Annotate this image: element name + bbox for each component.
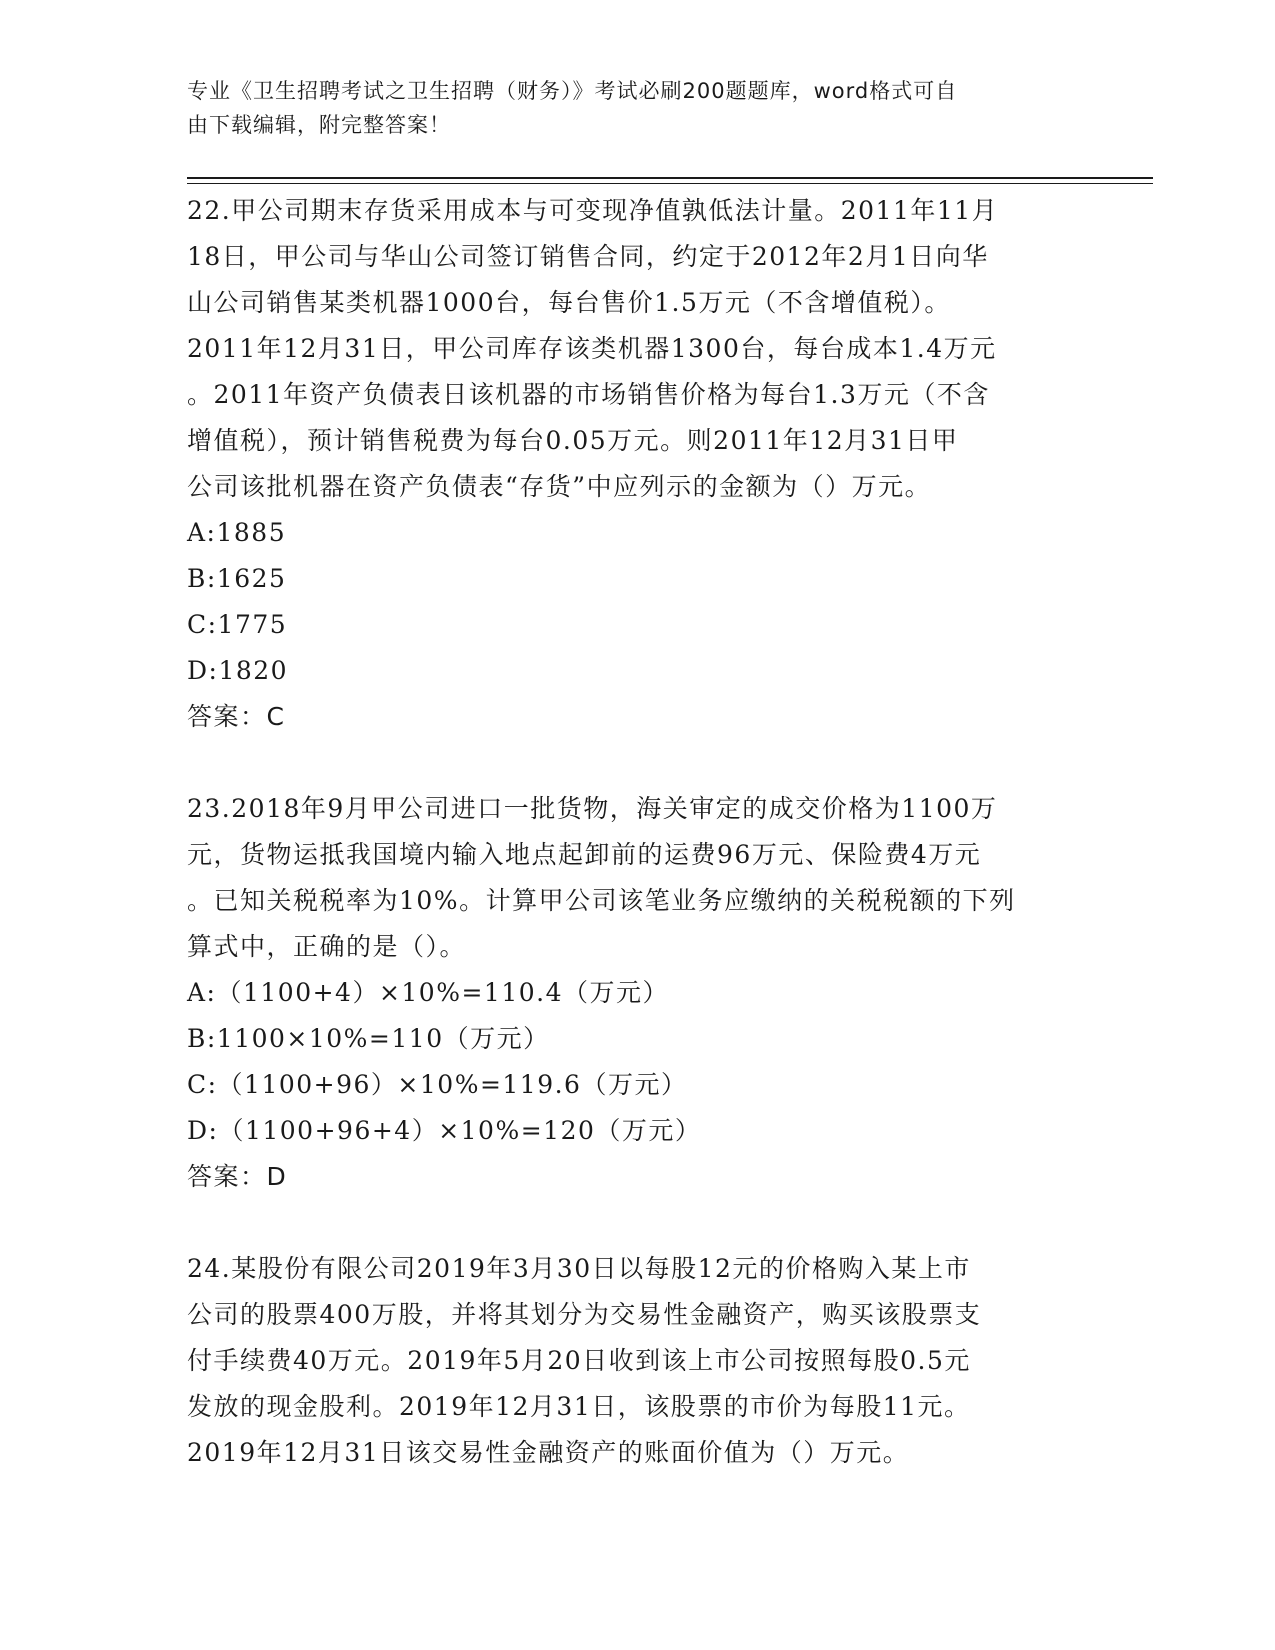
option-a: A:1885 xyxy=(187,518,287,547)
question-line: 2019年12月31日该交易性金融资产的账面价值为（）万元。 xyxy=(187,1438,910,1467)
question-text xyxy=(187,188,1087,510)
question-text xyxy=(187,1246,1087,1476)
question-line: 。2011年资产负债表日该机器的市场销售价格为每台1.3万元（不含 xyxy=(187,380,990,409)
question-line: 2011年12月31日，甲公司库存该类机器1300台，每台成本1.4万元 xyxy=(187,334,997,363)
option-list xyxy=(187,510,1087,694)
question-line: 23.2018年9月甲公司进口一批货物，海关审定的成交价格为1100万 xyxy=(187,794,998,823)
question-24 xyxy=(187,1246,1087,1476)
option-d: D:1820 xyxy=(187,656,289,685)
header-divider-thin xyxy=(187,183,1153,184)
question-text xyxy=(187,786,1087,970)
question-line: 。已知关税税率为10%。计算甲公司该笔业务应缴纳的关税税额的下列 xyxy=(187,886,1016,915)
option-b: B:1625 xyxy=(187,564,287,593)
question-list xyxy=(187,188,1087,1476)
question-line: 公司该批机器在资产负债表“存货”中应列示的金额为（）万元。 xyxy=(187,472,932,501)
question-line: 增值税），预计销售税费为每台0.05万元。则2011年12月31日甲 xyxy=(187,426,959,455)
spacer xyxy=(187,1200,1087,1246)
option-c: C:（1100+96）×10%=119.6（万元） xyxy=(187,1070,688,1099)
option-c: C:1775 xyxy=(187,610,288,639)
document-header xyxy=(187,74,1067,142)
question-line: 22.甲公司期末存货采用成本与可变现净值孰低法计量。2011年11月 xyxy=(187,196,999,225)
question-line: 算式中，正确的是（）。 xyxy=(187,932,467,961)
question-line: 公司的股票400万股，并将其划分为交易性金融资产，购买该股票支 xyxy=(187,1300,982,1329)
question-line: 24.某股份有限公司2019年3月30日以每股12元的价格购入某上市 xyxy=(187,1254,971,1283)
header-line-1: 专业《卫生招聘考试之卫生招聘（财务）》考试必刷200题题库，word格式可自 xyxy=(187,79,958,103)
question-23 xyxy=(187,786,1087,1200)
question-line: 元，货物运抵我国境内输入地点起卸前的运费96万元、保险费4万元 xyxy=(187,840,982,869)
question-line: 山公司销售某类机器1000台，每台售价1.5万元（不含增值税）。 xyxy=(187,288,951,317)
option-b: B:1100×10%=110（万元） xyxy=(187,1024,550,1053)
answer-line: 答案：D xyxy=(187,1162,288,1191)
spacer xyxy=(187,740,1087,786)
option-list xyxy=(187,970,1087,1154)
header-line-2: 由下载编辑，附完整答案！ xyxy=(187,113,451,137)
question-line: 发放的现金股利。2019年12月31日，该股票的市价为每股11元。 xyxy=(187,1392,971,1421)
option-d: D:（1100+96+4）×10%=120（万元） xyxy=(187,1116,702,1145)
header-divider-thick xyxy=(187,177,1153,179)
option-a: A:（1100+4）×10%=110.4（万元） xyxy=(187,978,669,1007)
question-line: 18日，甲公司与华山公司签订销售合同，约定于2012年2月1日向华 xyxy=(187,242,989,271)
answer-line: 答案：C xyxy=(187,702,286,731)
question-22 xyxy=(187,188,1087,740)
question-line: 付手续费40万元。2019年5月20日收到该上市公司按照每股0.5元 xyxy=(187,1346,971,1375)
